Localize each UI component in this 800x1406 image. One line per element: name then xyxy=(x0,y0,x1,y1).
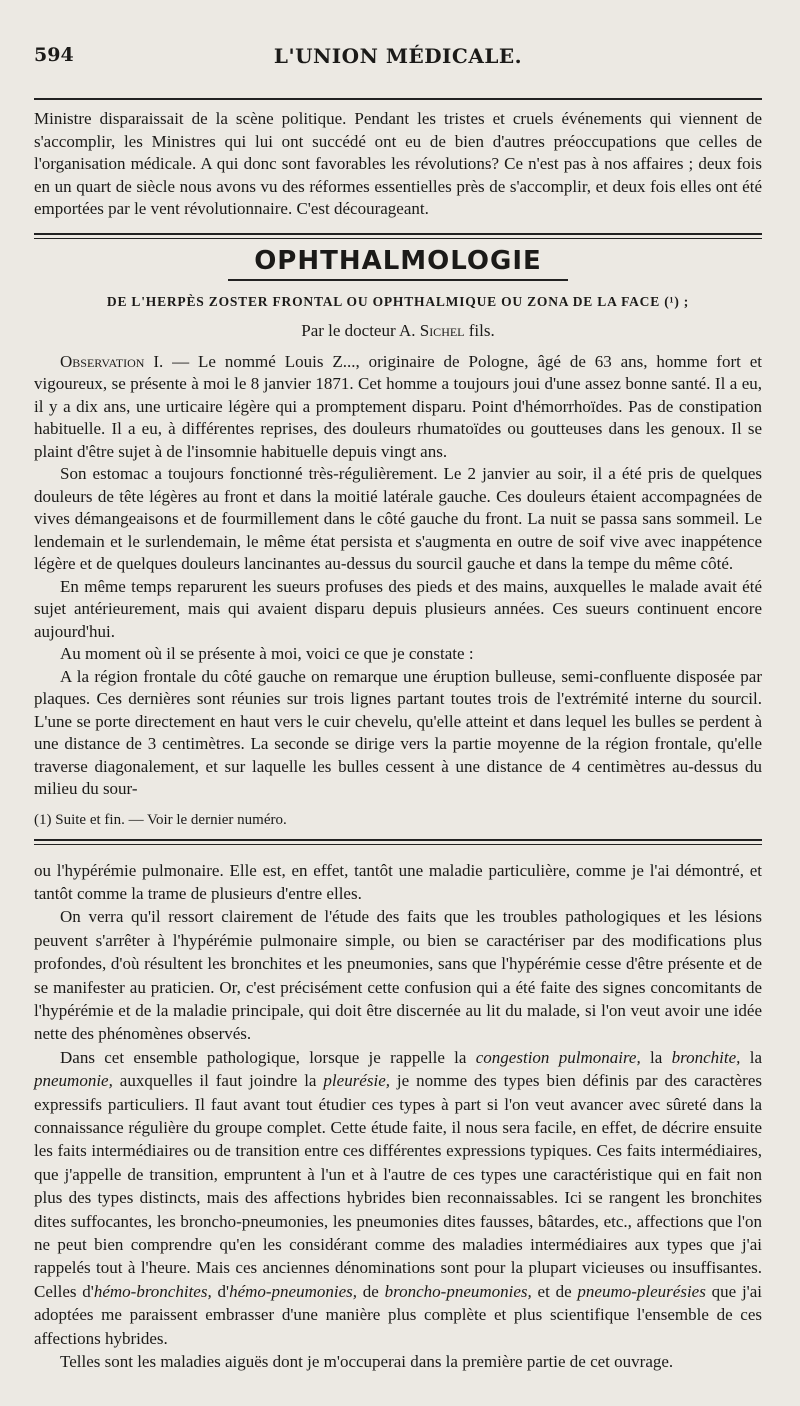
article-title: DE L'HERPÈS ZOSTER FRONTAL OU OPHTHALMIQUE OU ZONA DE LA FACE (¹) ; xyxy=(106,293,690,309)
italic-term: broncho-pneumonies, xyxy=(384,1281,532,1301)
text-run: et de xyxy=(531,1281,578,1301)
text-run: la xyxy=(740,1047,762,1067)
text-run: d' xyxy=(211,1281,230,1301)
byline xyxy=(34,319,762,343)
header-rule xyxy=(34,98,762,100)
italic-term: congestion pulmonaire, xyxy=(475,1047,641,1067)
byline-author-name: Sichel xyxy=(419,320,465,340)
lower-paragraph-4: Telles sont les maladies aiguës dont je m'occuperai dans la première partie de cet ouvrage. xyxy=(60,1352,674,1372)
observation-paragraph-1 xyxy=(34,351,762,464)
italic-term: pneumo-pleurésies xyxy=(577,1281,706,1301)
italic-term: pleurésie, xyxy=(323,1071,390,1091)
text-run: la xyxy=(640,1047,672,1067)
page-number: 594 xyxy=(34,44,74,66)
observation-paragraph-2: Son estomac a toujours fonctionné très-régulièrement. Le 2 janvier au soir, il a été pris de quelques douleurs de tête légères au front et dans la moitié latérale gauche. Ces douleurs étaient accompagnées de vives démangeaisons et de fourmillement dans le côté gauche du front. La nuit se passa sans sommeil. Le lendemain et le surlendemain, le même état persista et s'augmenta en outre de soif vive avec inappétence légère et de quelques douleurs lancinantes au-dessus du sourcil gauche et dans la tempe du même côté. xyxy=(34,464,762,573)
italic-term: bronchite, xyxy=(671,1047,741,1067)
byline-prefix: Par le docteur A. xyxy=(301,320,420,340)
observation-paragraph-5: A la région frontale du côté gauche on remarque une éruption bulleuse, semi-confluente disposée par plaques. Ces dernières sont réunies sur trois lignes partant toutes trois de l'extrémité interne du sourcil. L'une se porte directement en haut vers le cuir chevelu, qu'elle atteint et dans lequel les bulles se perdent à une distance de 3 centimètres. La seconde se dirige vers la partie moyenne de la région frontale, qu'elle traverse diagonalement, et sur laquelle les bulles cessent à une distance de 4 centimètres au-dessus du milieu du sour- xyxy=(34,666,762,798)
footnote: (1) Suite et fin. — Voir le dernier numéro. xyxy=(34,811,287,828)
lower-paragraph-3 xyxy=(34,1046,762,1350)
intro-paragraph: Ministre disparaissait de la scène politique. Pendant les tristes et cruels événements qui viennent de s'accomplir, les Ministres qui lui ont succédé ont eu de bien d'autres préoccupations que celles de l'organisation médicale. A qui donc sont favorables les révolutions? Ce n'est pas à nos affaires ; deux fois en un quart de siècle nous avons vu des réformes essentielles près de s'accomplir, et deux fois elles ont été emportées par le vent révolutionnaire. C'est décourageant. xyxy=(34,109,762,218)
lower-paragraph-2: On verra qu'il ressort clairement de l'étude des faits que les troubles pathologiques et les lésions peuvent s'arrêter à l'hypérémie pulmonaire simple, ou bien se caractériser par des modifications plus profondes, d'où résultent les bronchites et les pneumonies, sans que l'hypérémie cesse d'être présente et de se manifester au praticien. Or, c'est précisément cette confusion qui a été faite des signes concomitants de l'hypérémie et de la maladie principale, qui doit être discernée au lit du malade, si l'on veut avoir une idée nette des phénomènes observés. xyxy=(34,907,762,1044)
italic-term: hémo-bronchites, xyxy=(93,1281,212,1301)
text-run: que j'ai adoptées me paraissent embrasser d'une manière plus complète et plus scientifique l'ensemble de ces affections hybrides. xyxy=(34,1281,762,1348)
lower-paragraph-1: ou l'hypérémie pulmonaire. Elle est, en effet, tantôt une maladie particulière, comme je l'ai démontré, et tantôt comme la trame de plusieurs d'entre elles. xyxy=(34,860,762,903)
text-run: auxquelles il faut joindre la xyxy=(112,1071,324,1091)
italic-term: pneumonie, xyxy=(34,1071,113,1091)
text-run: Dans cet ensemble pathologique, lorsque je rappelle la xyxy=(60,1047,476,1067)
section-title: OPHTHALMOLOGIE xyxy=(254,245,542,276)
observation-paragraph-3: En même temps reparurent les sueurs profuses des pieds et des mains, auxquelles le malade avait été sujet antérieurement, mais qui avaient disparu depuis plusieurs années. Ces sueurs continuent encore aujourd'hui. xyxy=(34,576,762,641)
text-run: je nomme des types bien définis par des caractères expressifs particuliers. Il faut avant tout étudier ces types à part si l'on veut avancer avec sûreté dans la connaissance régulière du groupe complet. Cette étude faite, il nous sera facile, en effet, de décrire ensuite les faits intermédiaires ou de transition entre ces différentes expressions typiques. Ces faits intermédiaires, que j'appelle de transition, empruntent à l'un et à l'autre de ces types une caractéristique qui en fait non plus des types distincts, mais des affections hybrides bien reconnaissables. Ici se rangent les bronchites dites suffocantes, les broncho-pneumonies, les pneumonies dites fausses, bâtardes, etc., affections que l'on ne peut bien comprendre qu'en les considérant comme des maladies intermédiaires aux types que j'ai rappelés tout à l'heure. Mais ces anciennes dénominations sont pour la plupart vicieuses ou insuffisantes. Celles d' xyxy=(34,1071,762,1301)
section-title-underline xyxy=(228,279,568,281)
journal-title: L'UNION MÉDICALE. xyxy=(273,44,523,68)
lower-section xyxy=(34,859,762,1374)
section-separator-rule xyxy=(34,233,762,239)
feuilleton-separator-rule xyxy=(34,839,762,845)
observation-text-1: — Le nommé Louis Z..., originaire de Pologne, âgé de 63 ans, homme fort et vigoureux, se présente à moi le 8 janvier 1871. Cet homme a toujours joui d'une assez bonne santé. Il a eu, il y a dix ans, une urticaire légère qui a promptement disparu. Point d'hémorrhoïdes. Pas de constipation habituelle. Il a eu, à différentes reprises, des douleurs rhumatoïdes ou goutteuses dans les genoux. Il se plaint d'être sujet à de l'insomnie habituelle depuis vingt ans. xyxy=(34,351,763,461)
byline-suffix: fils. xyxy=(464,320,495,340)
italic-term: hémo-pneumonies, xyxy=(229,1281,358,1301)
observation-label: Observation I. xyxy=(60,351,164,371)
running-header xyxy=(34,38,762,74)
text-run: de xyxy=(357,1281,385,1301)
observation-paragraph-4: Au moment où il se présente à moi, voici ce que je constate : xyxy=(60,644,474,663)
